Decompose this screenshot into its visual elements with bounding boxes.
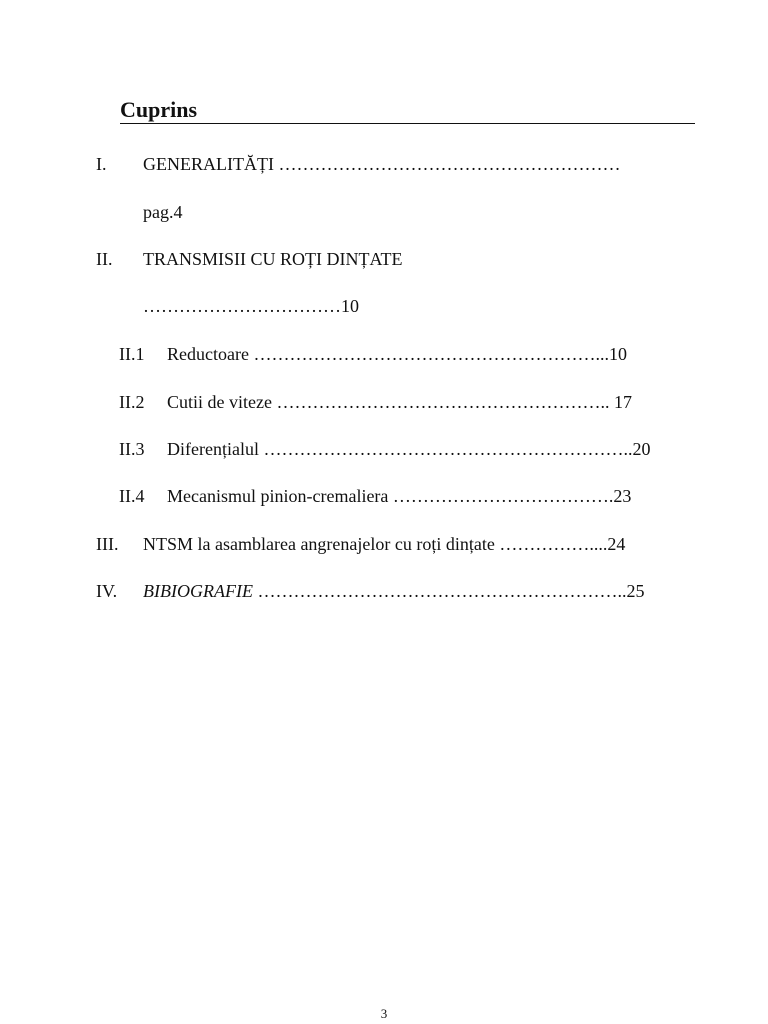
- toc-entry-number-3: II.1: [119, 344, 145, 364]
- toc-entry-number-1: I.: [96, 154, 107, 174]
- toc-entry-number-4: II.2: [119, 392, 145, 412]
- toc-entry-text-4: Cutii de viteze ……………………………………………….. 17: [167, 392, 632, 412]
- toc-entry-text-8-italic: BIBIOGRAFIE: [143, 581, 253, 601]
- toc-entry-continuation-1: pag.4: [143, 202, 183, 222]
- toc-entry-text-7: NTSM la asamblarea angrenajelor cu roți dințate ……………....24: [143, 534, 626, 554]
- toc-entry-number-2: II.: [96, 249, 113, 269]
- toc-entry-text-8-leader: ……………………………………………………..25: [252, 581, 645, 601]
- toc-entry-text-1: GENERALITĂȚI …………………………………………………: [143, 154, 621, 174]
- toc-entry-text-5: Diferențialul ……………………………………………………..20: [167, 439, 651, 459]
- toc-entry-text-6: Mecanismul pinion-cremaliera ……………………………….23: [167, 486, 632, 506]
- toc-entry-number-7: III.: [96, 534, 119, 554]
- toc-title: Cuprins: [120, 97, 695, 124]
- toc-entry-text-2: TRANSMISII CU ROȚI DINȚATE: [143, 249, 403, 269]
- toc-entry-continuation-2: ……………………………10: [143, 296, 359, 316]
- toc-entry-text-3: Reductoare …………………………………………………...10: [167, 344, 627, 364]
- toc-entry-number-6: II.4: [119, 486, 145, 506]
- toc-entry-text-8: [143, 580, 644, 602]
- page-number: 3: [380, 1006, 388, 1021]
- toc-entry-number-5: II.3: [119, 439, 145, 459]
- toc-entry-number-8: IV.: [96, 581, 118, 601]
